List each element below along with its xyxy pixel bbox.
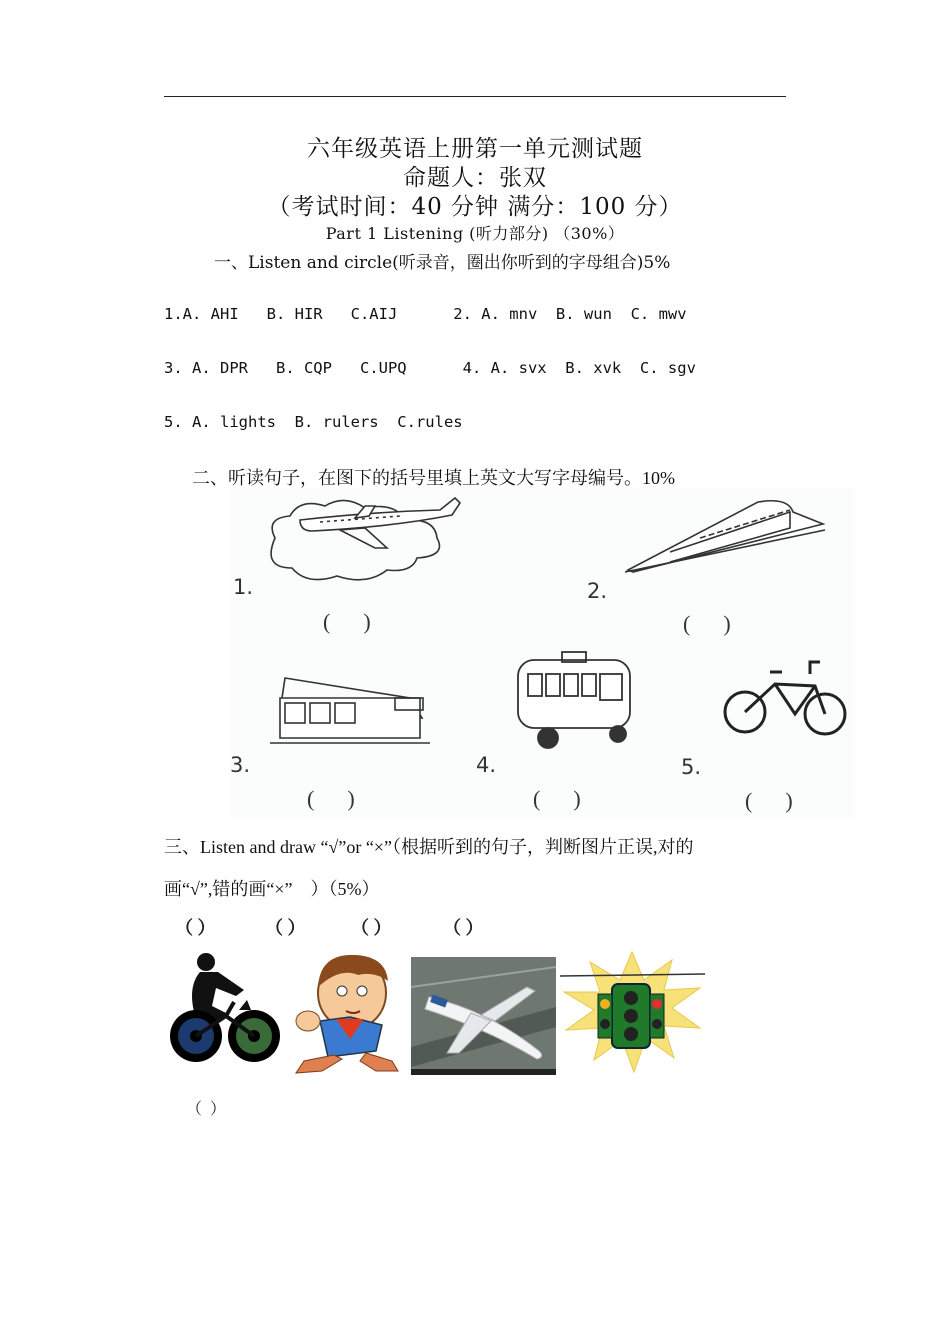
option-line: 1.A. AHI B. HIR C.AIJ 2. A. mnv B. wun C. mwv [164,305,687,323]
answer-bracket: ( ) [533,786,581,811]
part-heading: Part 1 Listening (听力部分) （30%） [325,224,625,243]
transport-drawings [230,488,855,818]
section3-heading-line2: 画“√”,错的画“×” ）（5%） [164,879,380,899]
picture-number: 5. [681,755,702,779]
picture-number: 2. [587,579,608,603]
airplane-photo-image [411,957,556,1075]
bus-station-drawing-icon [270,678,430,743]
airplane-photo-icon [411,957,556,1075]
running-boy-icon [280,955,410,1075]
picture-number: 3. [230,753,251,777]
picture-number: 4. [476,753,497,777]
answer-bracket: （ ） [265,918,306,938]
cyclist-icon [164,950,284,1065]
airplane-drawing-icon [271,498,460,580]
page-title: 六年级英语上册第一单元测试题 [307,136,643,162]
author-line: 命题人：张双 [403,165,547,191]
exam-info: （考试时间：40 分钟 满分：100 分） [267,194,683,220]
train-drawing-icon [625,501,825,572]
section1-heading: 一、Listen and circle(听录音，圈出你听到的字母组合)5% [214,253,671,273]
transport-picture-panel [230,488,855,818]
bus-drawing-icon [518,652,630,748]
traffic-light-icon [560,950,705,1075]
answer-bracket: ( ) [683,611,731,636]
option-line: 5. A. lights B. rulers C.rules [164,413,463,431]
answer-bracket: （ ） [351,918,392,938]
answer-bracket: ( ) [745,788,793,813]
picture-number: 1. [233,575,254,599]
answer-bracket: ( ) [323,609,371,634]
option-line: 3. A. DPR B. CQP C.UPQ 4. A. svx B. xvk C. sgv [164,359,696,377]
answer-bracket: （ ） [175,918,216,938]
cyclist-silhouette-image [164,950,284,1065]
bicycle-drawing-icon [725,662,845,734]
section3-heading-line1: 三、Listen and draw “√”or “×”（根据听到的句子，判断图片正误,对的 [164,837,694,857]
answer-bracket: ( ) [307,786,355,811]
section2-heading: 二、听读句子，在图下的括号里填上英文大写字母编号。10% [192,468,675,488]
top-rule [164,96,786,97]
running-boy-image [280,955,410,1075]
answer-bracket: （ ） [186,1101,227,1118]
traffic-light-image [560,950,705,1075]
answer-bracket: （ ） [443,918,484,938]
